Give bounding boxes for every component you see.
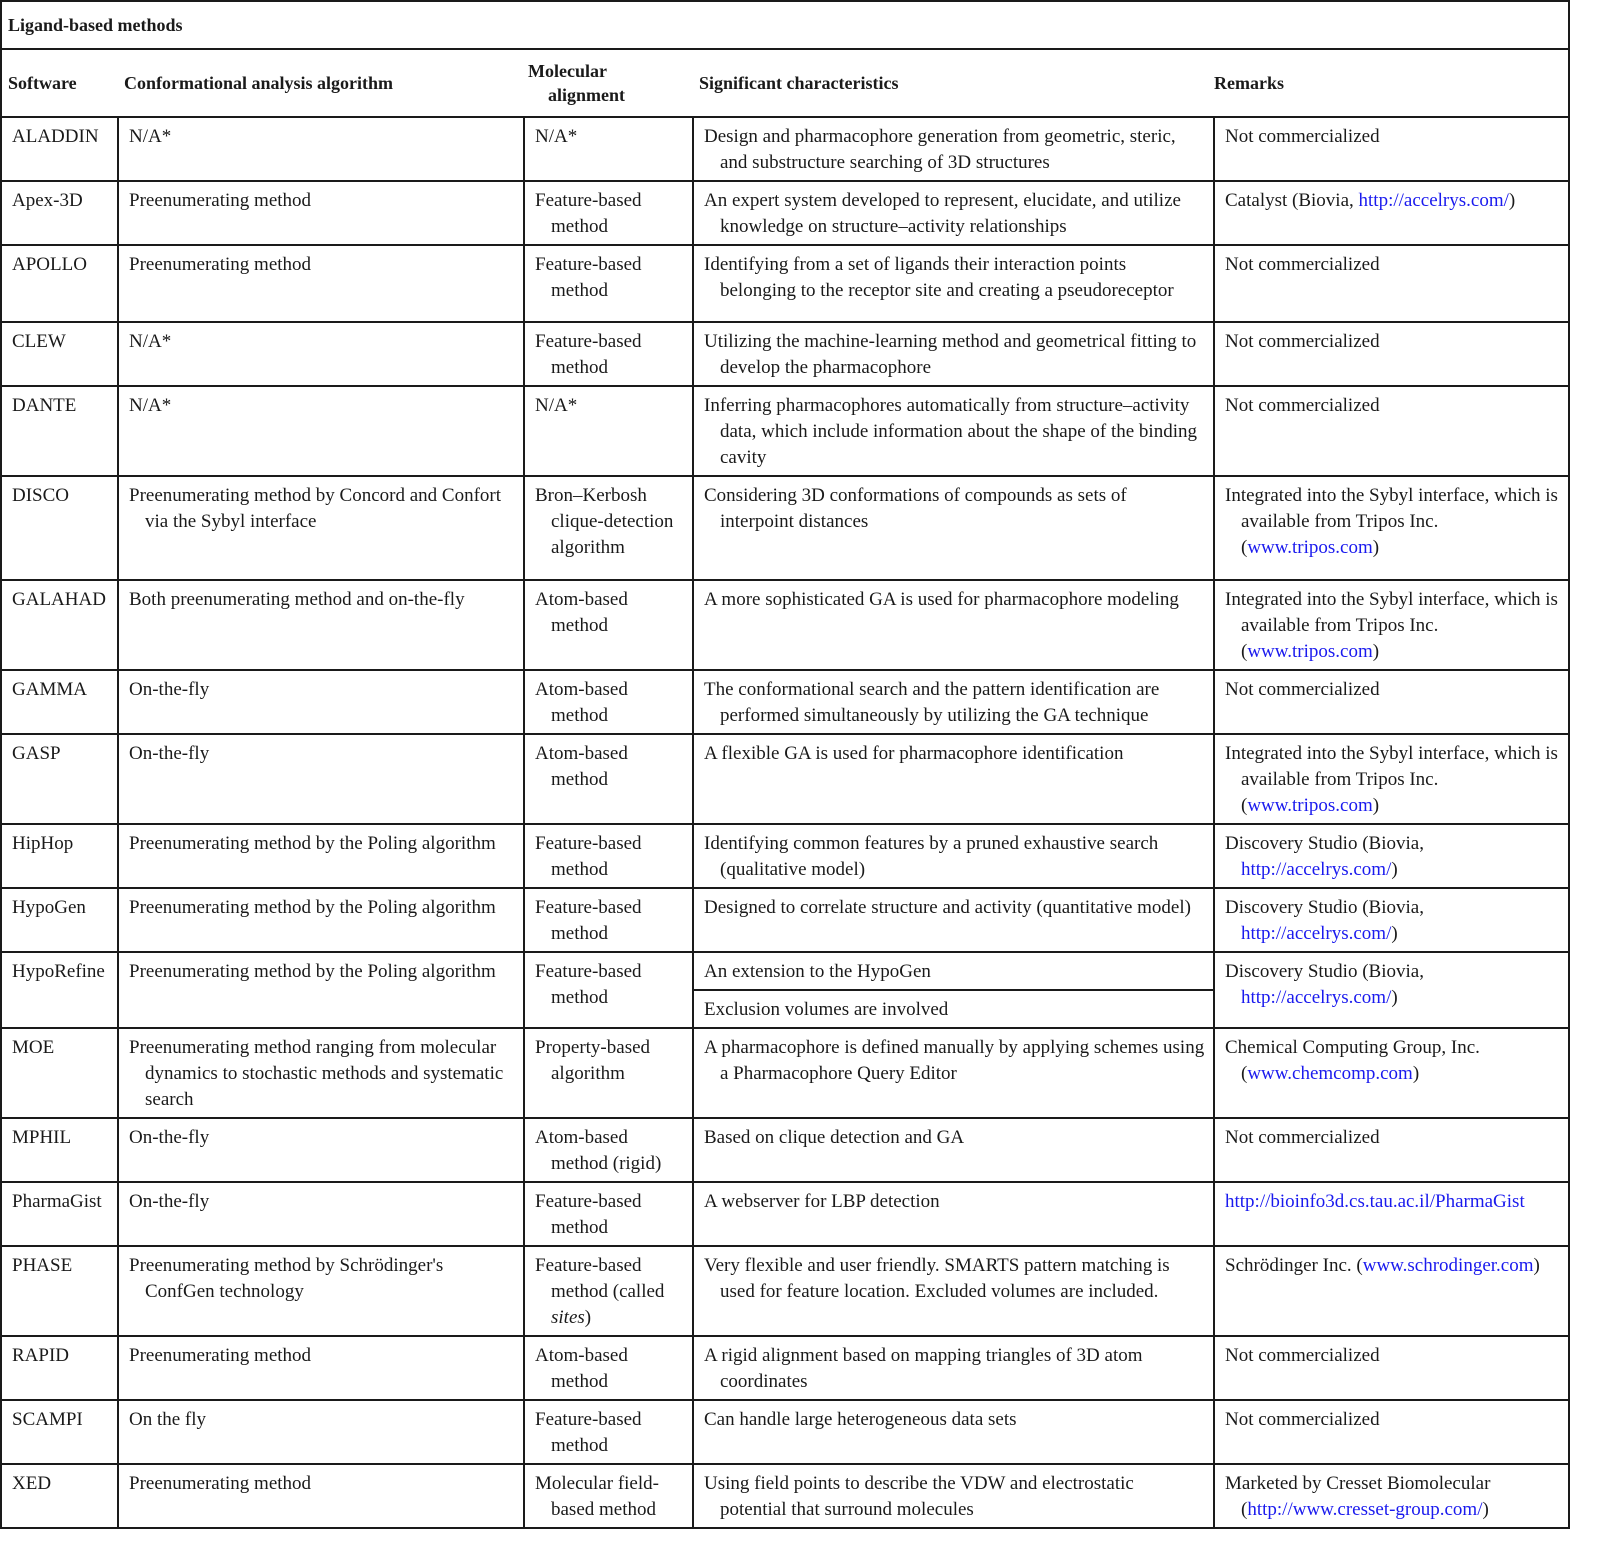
remarks-suffix: ) [1391,987,1398,1008]
alignment-text: Feature-based method [535,1191,642,1238]
remarks-text: Not commercialized [1225,395,1380,416]
cell-characteristics: Considering 3D conformations of compounds as sets of interpoint distances [693,476,1214,580]
header-molecular-alignment [524,49,693,117]
remarks-text: Not commercialized [1225,254,1380,275]
cell-alignment [524,1246,693,1336]
cell-remarks [1214,734,1569,824]
cell-conformational: Preenumerating method [118,1464,524,1528]
cell-software: DANTE [1,386,118,476]
alignment-text: Atom-based method [535,743,628,790]
cell-alignment [524,476,693,580]
cell-conformational: Preenumerating method ranging from molecular dynamics to stochastic methods and systematic search [118,1028,524,1118]
remarks-text: Not commercialized [1225,679,1380,700]
cell-characteristics: Identifying common features by a pruned exhaustive search (qualitative model) [693,824,1214,888]
cell-conformational: N/A* [118,322,524,386]
cell-characteristics: An expert system developed to represent, elucidate, and utilize knowledge on structure–activity relationships [693,181,1214,245]
header-row [1,49,1569,117]
cell-remarks [1214,670,1569,734]
table-row [1,952,1569,990]
cell-remarks [1214,476,1569,580]
remarks-text: Discovery Studio (Biovia, [1225,961,1424,982]
remarks-text: Chemical Computing Group, Inc. ( [1225,1037,1480,1084]
cell-software: CLEW [1,322,118,386]
header-molecular-line2: alignment [548,85,626,105]
alignment-text: Feature-based method [535,190,642,237]
cell-characteristics: Utilizing the machine-learning method and geometrical fitting to develop the pharmacophore [693,322,1214,386]
cell-characteristics: A rigid alignment based on mapping triangles of 3D atom coordinates [693,1336,1214,1400]
header-remarks: Remarks [1214,49,1569,117]
cell-characteristics: An extension to the HypoGen [693,952,1214,990]
remarks-text: Not commercialized [1225,1127,1380,1148]
table-row [1,476,1569,580]
remarks-link[interactable]: http://accelrys.com/ [1241,859,1392,880]
cell-conformational: On-the-fly [118,670,524,734]
remarks-link[interactable]: http://accelrys.com/ [1358,190,1509,211]
cell-remarks [1214,888,1569,952]
table-row [1,734,1569,824]
cell-software: PharmaGist [1,1182,118,1246]
cell-software: ALADDIN [1,117,118,181]
cell-alignment [524,117,693,181]
cell-alignment [524,386,693,476]
cell-remarks [1214,1028,1569,1118]
cell-remarks [1214,117,1569,181]
cell-remarks [1214,1118,1569,1182]
cell-conformational: N/A* [118,386,524,476]
header-characteristics: Significant characteristics [693,49,1214,117]
remarks-text: Integrated into the Sybyl interface, which is available from Tripos Inc. ( [1225,589,1558,662]
cell-remarks [1214,181,1569,245]
cell-conformational: Preenumerating method by the Poling algorithm [118,952,524,1028]
remarks-link[interactable]: www.chemcomp.com [1247,1063,1413,1084]
remarks-text: Not commercialized [1225,1409,1380,1430]
table-row [1,670,1569,734]
table-title: Ligand-based methods [1,1,1569,49]
remarks-text: Not commercialized [1225,126,1380,147]
header-molecular-line1: Molecular [528,61,607,81]
cell-conformational: Preenumerating method by the Poling algorithm [118,824,524,888]
remarks-link[interactable]: http://www.cresset-group.com/ [1247,1499,1483,1520]
cell-alignment [524,245,693,322]
cell-alignment [524,670,693,734]
cell-conformational: On-the-fly [118,1118,524,1182]
table-row [1,1336,1569,1400]
cell-alignment [524,580,693,670]
cell-conformational: On the fly [118,1400,524,1464]
cell-conformational: On-the-fly [118,734,524,824]
cell-software: GALAHAD [1,580,118,670]
cell-alignment [524,1464,693,1528]
cell-software: HipHop [1,824,118,888]
cell-software: APOLLO [1,245,118,322]
cell-alignment [524,322,693,386]
cell-remarks [1214,952,1569,1028]
table-row [1,888,1569,952]
remarks-suffix: ) [1482,1499,1489,1520]
remarks-text: Discovery Studio (Biovia, [1225,833,1424,854]
cell-alignment [524,1028,693,1118]
alignment-text: Feature-based method (called [535,1255,665,1302]
remarks-text: Not commercialized [1225,331,1380,352]
remarks-text: Marketed by Cresset Biomolecular ( [1225,1473,1491,1520]
alignment-text: Feature-based method [535,897,642,944]
cell-alignment [524,952,693,1028]
table-row [1,1118,1569,1182]
cell-alignment [524,824,693,888]
remarks-suffix: ) [1372,641,1380,662]
cell-characteristics: The conformational search and the pattern identification are performed simultaneously by utilizing the GA technique [693,670,1214,734]
cell-characteristics: Identifying from a set of ligands their interaction points belonging to the receptor site and creating a pseudoreceptor [693,245,1214,322]
cell-software: XED [1,1464,118,1528]
alignment-text: Bron–Kerbosh clique-detection algorithm [535,485,674,558]
cell-conformational: Preenumerating method [118,181,524,245]
table-row [1,386,1569,476]
remarks-text: Catalyst (Biovia, [1225,190,1359,211]
remarks-suffix: ) [1372,537,1380,558]
remarks-link[interactable]: www.tripos.com [1247,795,1373,816]
cell-alignment [524,734,693,824]
cell-characteristics: Designed to correlate structure and activity (quantitative model) [693,888,1214,952]
alignment-suffix: ) [584,1307,592,1328]
alignment-text: Property-based algorithm [535,1037,651,1084]
remarks-link[interactable]: http://bioinfo3d.cs.tau.ac.il/PharmaGist [1225,1191,1525,1212]
table-row [1,117,1569,181]
alignment-text: Atom-based method [535,1345,628,1392]
cell-remarks [1214,322,1569,386]
cell-remarks [1214,1182,1569,1246]
cell-alignment [524,1400,693,1464]
cell-conformational: Both preenumerating method and on-the-fly [118,580,524,670]
header-conformational: Conformational analysis algorithm [118,49,524,117]
remarks-text: Not commercialized [1225,1345,1380,1366]
remarks-link[interactable]: www.schrodinger.com [1362,1255,1534,1276]
table-row [1,1400,1569,1464]
cell-characteristics: Inferring pharmacophores automatically from structure–activity data, which include information about the shape of the binding cavity [693,386,1214,476]
header-software: Software [1,49,118,117]
alignment-text: Feature-based method [535,833,642,880]
remarks-text: Discovery Studio (Biovia, [1225,897,1424,918]
remarks-suffix: ) [1533,1255,1540,1276]
remarks-text: Integrated into the Sybyl interface, which is available from Tripos Inc. ( [1225,743,1558,816]
table-row [1,824,1569,888]
cell-conformational: Preenumerating method by Schrödinger's ConfGen technology [118,1246,524,1336]
cell-conformational: N/A* [118,117,524,181]
alignment-text: N/A* [535,395,578,416]
cell-software: DISCO [1,476,118,580]
remarks-link[interactable]: http://accelrys.com/ [1241,923,1392,944]
cell-remarks [1214,1246,1569,1336]
cell-remarks [1214,1336,1569,1400]
table-row [1,1182,1569,1246]
alignment-text: Feature-based method [535,1409,642,1456]
remarks-suffix: ) [1508,190,1516,211]
alignment-text: Atom-based method [535,679,628,726]
remarks-suffix: ) [1372,795,1380,816]
cell-conformational: On-the-fly [118,1182,524,1246]
cell-software: GASP [1,734,118,824]
cell-characteristics: A flexible GA is used for pharmacophore identification [693,734,1214,824]
table-row [1,1246,1569,1336]
remarks-suffix: ) [1412,1063,1420,1084]
cell-alignment [524,1118,693,1182]
alignment-text: Feature-based method [535,961,642,1008]
cell-alignment [524,181,693,245]
alignment-text: N/A* [535,126,578,147]
cell-characteristics: Can handle large heterogeneous data sets [693,1400,1214,1464]
alignment-text: Molecular field-based method [535,1473,659,1520]
cell-characteristics-2: Exclusion volumes are involved [693,990,1214,1028]
remarks-suffix: ) [1391,923,1398,944]
table-row [1,322,1569,386]
cell-conformational: Preenumerating method [118,1336,524,1400]
cell-conformational: Preenumerating method by Concord and Confort via the Sybyl interface [118,476,524,580]
remarks-text: Integrated into the Sybyl interface, which is available from Tripos Inc. ( [1225,485,1558,558]
cell-remarks [1214,1400,1569,1464]
cell-conformational: Preenumerating method [118,245,524,322]
alignment-italic: sites [551,1307,585,1328]
table-row [1,580,1569,670]
cell-characteristics: Using field points to describe the VDW and electrostatic potential that surround molecules [693,1464,1214,1528]
cell-remarks [1214,245,1569,322]
cell-software: MPHIL [1,1118,118,1182]
cell-software: HypoRefine [1,952,118,1028]
remarks-link[interactable]: http://accelrys.com/ [1241,987,1392,1008]
cell-conformational: Preenumerating method by the Poling algorithm [118,888,524,952]
remarks-suffix: ) [1391,859,1398,880]
cell-alignment [524,1336,693,1400]
cell-characteristics: A webserver for LBP detection [693,1182,1214,1246]
cell-characteristics: Design and pharmacophore generation from geometric, steric, and substructure searching of 3D structures [693,117,1214,181]
table-row [1,245,1569,322]
alignment-text: Feature-based method [535,331,642,378]
cell-alignment [524,1182,693,1246]
cell-characteristics: A pharmacophore is defined manually by applying schemes using a Pharmacophore Query Editor [693,1028,1214,1118]
cell-software: HypoGen [1,888,118,952]
cell-alignment [524,888,693,952]
remarks-text: Schrödinger Inc. ( [1225,1255,1363,1276]
cell-remarks [1214,580,1569,670]
alignment-text: Atom-based method [535,589,628,636]
table-row [1,181,1569,245]
table-row [1,1028,1569,1118]
cell-remarks [1214,1464,1569,1528]
cell-remarks [1214,824,1569,888]
cell-software: RAPID [1,1336,118,1400]
alignment-text: Feature-based method [535,254,642,301]
cell-software: MOE [1,1028,118,1118]
remarks-link[interactable]: www.tripos.com [1247,641,1373,662]
cell-software: PHASE [1,1246,118,1336]
cell-remarks [1214,386,1569,476]
cell-characteristics: Based on clique detection and GA [693,1118,1214,1182]
cell-software: Apex-3D [1,181,118,245]
alignment-text: Atom-based method (rigid) [535,1127,662,1174]
cell-software: SCAMPI [1,1400,118,1464]
cell-characteristics: A more sophisticated GA is used for pharmacophore modeling [693,580,1214,670]
cell-characteristics: Very flexible and user friendly. SMARTS pattern matching is used for feature location. Excluded volumes are included. [693,1246,1214,1336]
table-row [1,1464,1569,1528]
remarks-link[interactable]: www.tripos.com [1247,537,1373,558]
cell-software: GAMMA [1,670,118,734]
